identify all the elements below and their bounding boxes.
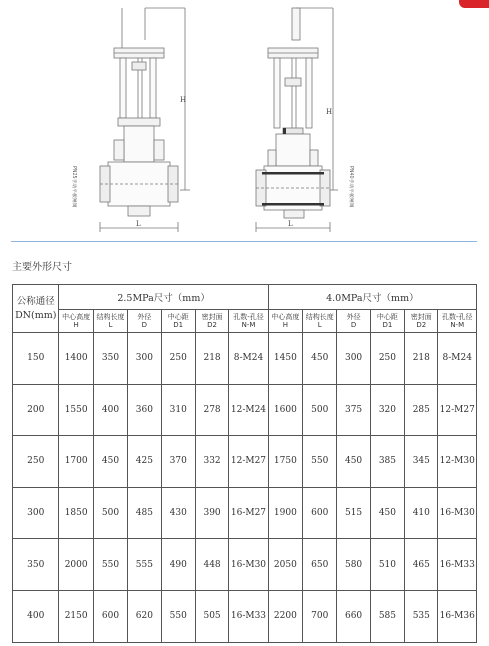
table-row xyxy=(13,333,477,385)
cell: 2150 xyxy=(59,590,93,642)
sub-header-25-h: 中心高度 H xyxy=(59,310,93,333)
cell: 300 xyxy=(128,333,161,385)
cell: 360 xyxy=(128,384,161,436)
cell: 375 xyxy=(337,384,370,436)
cell: 2050 xyxy=(268,539,302,591)
cell: 400 xyxy=(93,384,127,436)
cell: 585 xyxy=(370,590,404,642)
sub-header-40-l: 结构长度 L xyxy=(303,310,337,333)
left-length-label: L xyxy=(136,220,141,228)
cell: 450 xyxy=(303,333,337,385)
sub-header-25-d1: 中心距 D1 xyxy=(161,310,195,333)
cell: 600 xyxy=(303,487,337,539)
sub-header-25-l: 结构长度 L xyxy=(93,310,127,333)
cell: 250 xyxy=(161,333,195,385)
right-valve-drawing xyxy=(256,8,338,232)
cell: 12-M30 xyxy=(438,436,477,488)
right-valve-note: PN40手动平板闸阀 xyxy=(348,166,353,208)
cell: 500 xyxy=(303,384,337,436)
cell: 16-M27 xyxy=(229,487,268,539)
cell: 580 xyxy=(337,539,370,591)
cell-dn: 300 xyxy=(13,487,59,539)
sub-header-25-nm: 孔数-孔径 N-M xyxy=(229,310,268,333)
cell: 2000 xyxy=(59,539,93,591)
cell: 16-M30 xyxy=(229,539,268,591)
cell: 310 xyxy=(161,384,195,436)
sub-header-25-d: 外径 D xyxy=(128,310,161,333)
section-divider xyxy=(11,241,477,242)
table-row xyxy=(13,436,477,488)
cell: 535 xyxy=(405,590,438,642)
left-valve-drawing xyxy=(100,8,190,232)
cell: 490 xyxy=(161,539,195,591)
cell: 16-M33 xyxy=(438,539,477,591)
cell: 285 xyxy=(405,384,438,436)
dimension-table xyxy=(12,284,477,643)
dn-header-unit: DN(mm) xyxy=(15,309,57,321)
group-header-40mpa: 4.0MPa尺寸（mm） xyxy=(268,285,476,310)
cell: 12-M27 xyxy=(229,436,268,488)
cell-dn: 150 xyxy=(13,333,59,385)
dn-header-label: 公称通径 xyxy=(16,295,55,307)
left-valve-note: PN25手动平板闸阀 xyxy=(71,166,76,208)
cell: 555 xyxy=(128,539,161,591)
cell: 370 xyxy=(161,436,195,488)
cell: 510 xyxy=(370,539,404,591)
cell: 320 xyxy=(370,384,404,436)
cell: 450 xyxy=(93,436,127,488)
cell: 650 xyxy=(303,539,337,591)
cell: 465 xyxy=(405,539,438,591)
right-height-label: H xyxy=(326,108,333,116)
cell: 218 xyxy=(405,333,438,385)
cell: 1400 xyxy=(59,333,93,385)
cell: 505 xyxy=(195,590,228,642)
cell: 1700 xyxy=(59,436,93,488)
right-valve-mark xyxy=(283,128,286,134)
table-row xyxy=(13,384,477,436)
cell: 660 xyxy=(337,590,370,642)
cell-dn: 250 xyxy=(13,436,59,488)
left-height-label: H xyxy=(180,96,187,104)
sub-header-40-h: 中心高度 H xyxy=(268,310,302,333)
cell: 8-M24 xyxy=(229,333,268,385)
sub-header-40-d: 外径 D xyxy=(337,310,370,333)
cell: 16-M33 xyxy=(229,590,268,642)
cell: 278 xyxy=(195,384,228,436)
cell: 218 xyxy=(195,333,228,385)
cell: 345 xyxy=(405,436,438,488)
cell: 600 xyxy=(93,590,127,642)
table-row xyxy=(13,539,477,591)
group-header-25mpa: 2.5MPa尺寸（mm） xyxy=(59,285,268,310)
cell: 700 xyxy=(303,590,337,642)
cell: 16-M36 xyxy=(438,590,477,642)
cell: 300 xyxy=(337,333,370,385)
cell: 12-M27 xyxy=(438,384,477,436)
cell: 1450 xyxy=(268,333,302,385)
cell: 1550 xyxy=(59,384,93,436)
sub-header-40-d2: 密封面 D2 xyxy=(405,310,438,333)
cell: 500 xyxy=(93,487,127,539)
sub-header-25-d2: 密封面 D2 xyxy=(195,310,228,333)
cell: 385 xyxy=(370,436,404,488)
table-row xyxy=(13,487,477,539)
cell: 450 xyxy=(370,487,404,539)
cell-dn: 400 xyxy=(13,590,59,642)
cell: 448 xyxy=(195,539,228,591)
cell: 390 xyxy=(195,487,228,539)
section-title: 主要外形尺寸 xyxy=(12,262,72,273)
cell: 8-M24 xyxy=(438,333,477,385)
cell: 550 xyxy=(161,590,195,642)
cell: 1750 xyxy=(268,436,302,488)
cell: 485 xyxy=(128,487,161,539)
cell: 425 xyxy=(128,436,161,488)
sub-header-40-nm: 孔数-孔径 N-M xyxy=(438,310,477,333)
cell: 550 xyxy=(93,539,127,591)
dn-header xyxy=(13,285,59,333)
cell: 350 xyxy=(93,333,127,385)
cell: 450 xyxy=(337,436,370,488)
cell: 1900 xyxy=(268,487,302,539)
cell: 250 xyxy=(370,333,404,385)
right-valve-band-bottom xyxy=(262,203,324,206)
right-valve-band-top xyxy=(262,172,324,175)
cell: 16-M30 xyxy=(438,487,477,539)
cell: 410 xyxy=(405,487,438,539)
cell: 2200 xyxy=(268,590,302,642)
valve-drawings xyxy=(0,0,489,240)
cell: 515 xyxy=(337,487,370,539)
cell: 550 xyxy=(303,436,337,488)
cell-dn: 350 xyxy=(13,539,59,591)
right-length-label: L xyxy=(288,220,293,228)
cell: 12-M24 xyxy=(229,384,268,436)
cell-dn: 200 xyxy=(13,384,59,436)
cell: 1850 xyxy=(59,487,93,539)
cell: 332 xyxy=(195,436,228,488)
cell: 1600 xyxy=(268,384,302,436)
cell: 430 xyxy=(161,487,195,539)
cell: 620 xyxy=(128,590,161,642)
table-row xyxy=(13,590,477,642)
sub-header-40-d1: 中心距 D1 xyxy=(370,310,404,333)
